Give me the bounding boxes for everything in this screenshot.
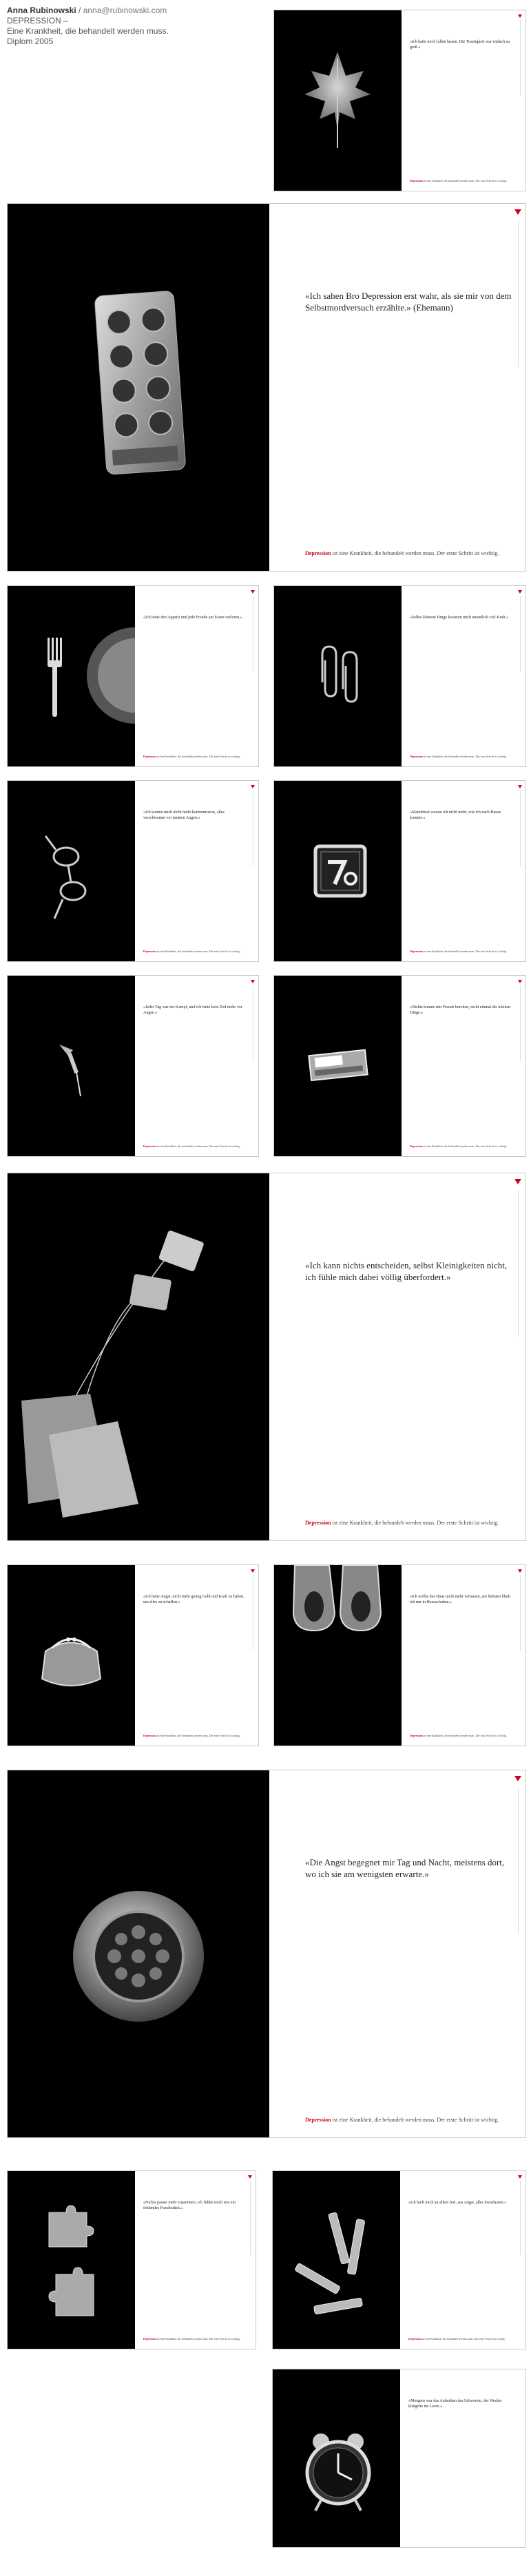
- photo-chocolate: [274, 976, 402, 1156]
- project-subtitle: Eine Krankheit, die behandelt werden muss.: [7, 26, 169, 36]
- quote-text: «Ich hatte Angst, nicht mehr genug Geld und Kraft zu haben, um alles zu schaffen.»: [143, 1595, 244, 1604]
- quote-text: «Selbst kleinste Dinge kosteten mich unendlich viel Kraft.»: [410, 616, 509, 620]
- photo-slippers: [274, 1565, 402, 1746]
- spread-teabags: [7, 1173, 526, 1541]
- photo-glasses: [8, 781, 135, 961]
- quote-text: «Morgens war das Aufstehen das Schwerste, der Wecker klingelte ins Leere.»: [408, 2399, 502, 2409]
- page-footer: Depression ist eine Krankheit, die behandelt werden muss. Der erste Schritt ist wichtig.: [143, 755, 240, 758]
- page-footer: Depression ist eine Krankheit, die behandelt werden muss. Der erste Schritt ist wichtig.: [143, 1144, 240, 1148]
- page-footer: Depression ist eine Krankheit, die behandelt werden muss. Der erste Schritt ist wichtig.: [143, 1734, 240, 1737]
- photo-alarm-clock: [273, 2369, 400, 2547]
- photo-purse: [8, 1565, 135, 1746]
- spread-pills: [7, 203, 526, 572]
- spread-leaf: [273, 10, 526, 191]
- photo-leaf: [274, 10, 402, 191]
- bookmark-marker: [518, 980, 522, 983]
- slippers-icon: [274, 1565, 402, 1746]
- puzzle-icon: [8, 2171, 135, 2349]
- spread-slippers: [273, 1564, 526, 1746]
- bookmark-marker: [518, 2175, 522, 2179]
- alarm-clock-icon: [273, 2369, 400, 2547]
- author-email[interactable]: anna@rubinowski.com: [83, 6, 167, 15]
- page-footer: Depression ist eine Krankheit, die behandelt werden muss. Der erste Schritt ist wichtig.: [410, 950, 507, 953]
- spread-fork: [7, 585, 259, 767]
- spread-paperclip: [273, 585, 526, 767]
- quote-text: «Ich kann nichts entscheiden, selbst Kleinigkeiten nicht, ich fühle mich dabei völlig überfordert.»: [305, 1260, 508, 1282]
- quote-text: «Manchmal wusste ich nicht mehr, wie ich nach Hause komme.»: [410, 810, 501, 820]
- portfolio-header: Anna Rubinowski / anna@rubinowski.com DEPRESSION – Eine Krankheit, die behandelt werden muss. Diplom 2005: [7, 6, 169, 46]
- bookmark-marker: [518, 14, 522, 18]
- photo-paperclip: [274, 586, 402, 766]
- dart-icon: [8, 976, 135, 1156]
- spread-chocolate: [273, 975, 526, 1157]
- page-footer: Depression ist eine Krankheit, die behandelt werden muss. Der erste Schritt ist wichtig.: [305, 2117, 499, 2123]
- page-footer: Depression ist eine Krankheit, die behandelt werden muss. Der erste Schritt ist wichtig.: [410, 1144, 507, 1148]
- quote-text: «Die Angst begegnet mir Tag und Nacht, meistens dort, wo ich sie am wenigsten erwarte.»: [305, 1857, 505, 1879]
- quote-text: «Ich hatte den Appetit und jede Freude am Essen verloren.»: [143, 616, 242, 620]
- page-footer: Depression ist eine Krankheit, die behandelt werden muss. Der erste Schritt ist wichtig.: [143, 950, 240, 953]
- bookmark-marker: [518, 1569, 522, 1573]
- page-footer: Depression ist eine Krankheit, die behandelt werden muss. Der erste Schritt ist wichtig.: [410, 755, 507, 758]
- fork-plate-icon: [8, 586, 135, 766]
- drain-icon: [8, 1770, 269, 2137]
- spread-clothespins: [272, 2170, 526, 2349]
- page-footer: Depression ist eine Krankheit, die behandelt werden muss. Der erste Schritt ist wichtig.: [408, 2337, 506, 2341]
- teabags-icon: [8, 1173, 269, 1540]
- page-footer: Depression ist eine Krankheit, die behandelt werden muss. Der erste Schritt ist wichtig.: [410, 179, 507, 182]
- photo-pills: [8, 204, 269, 571]
- photo-drain: [8, 1770, 269, 2137]
- quote-text: «Jeder Tag war ein Kampf, und ich hatte kein Ziel mehr vor Augen.»: [143, 1005, 242, 1015]
- spread-alarm-clock: [272, 2369, 526, 2548]
- photo-dart: [8, 976, 135, 1156]
- photo-teabags: [8, 1173, 269, 1540]
- clothespin-icon: [273, 2171, 400, 2349]
- bookmark-marker: [251, 980, 255, 983]
- quote-text: «Ich sahen Bro Depression erst wahr, als sie mir von dem Selbstmordversuch erzählte.» (Ehemann): [305, 291, 512, 313]
- house-number-icon: [274, 781, 402, 961]
- pill-blister-icon: [8, 204, 269, 571]
- purse-icon: [8, 1565, 135, 1746]
- spread-purse: [7, 1564, 259, 1746]
- leaf-icon: [274, 10, 402, 191]
- page-footer: Depression ist eine Krankheit, die behandelt werden muss. Der erste Schritt ist wichtig.: [305, 1520, 499, 1526]
- chocolate-bar-icon: [274, 976, 402, 1156]
- quote-text: «Ich hielt mich an allem fest, aus Angst, alles loszulassen.»: [408, 2201, 507, 2205]
- bookmark-marker: [518, 785, 522, 788]
- photo-fork: [8, 586, 135, 766]
- quote-text: «Nichts konnte mir Freude bereiten, nicht einmal die kleinen Dinge.»: [410, 1005, 511, 1015]
- page-footer: Depression ist eine Krankheit, die behandelt werden muss. Der erste Schritt ist wichtig.: [143, 2337, 240, 2341]
- bookmark-marker: [518, 590, 522, 594]
- bookmark-marker: [251, 1569, 255, 1573]
- quote-text: «Ich konnte mich nicht mehr konzentrieren, alles verschwamm vor meinen Augen.»: [143, 810, 225, 820]
- quote-text: «Nichts passte mehr zusammen, ich fühlte mich wie ein fehlendes Puzzlestück.»: [143, 2201, 236, 2210]
- diploma-label: Diplom 2005: [7, 36, 54, 46]
- page-footer: Depression ist eine Krankheit, die behandelt werden muss. Der erste Schritt ist wichtig.: [410, 1734, 507, 1737]
- spread-glasses: [7, 780, 259, 962]
- page-footer: Depression ist eine Krankheit, die behandelt werden muss. Der erste Schritt ist wichtig.: [305, 550, 499, 556]
- paperclip-icon: [274, 586, 402, 766]
- bookmark-marker: [514, 209, 521, 215]
- bookmark-marker: [514, 1776, 521, 1781]
- glasses-icon: [8, 781, 135, 961]
- bookmark-marker: [251, 590, 255, 594]
- author-name: Anna Rubinowski: [7, 6, 76, 15]
- spread-house-number: [273, 780, 526, 962]
- quote-text: «Ich hatte mich fallen lassen. Die Traurigkeit war einfach zu groß.»: [410, 40, 510, 50]
- photo-puzzle: [8, 2171, 135, 2349]
- quote-text: «Ich wollte das Haus nicht mehr verlassen, am liebsten blieb ich nur in Hausschuhen.»: [410, 1595, 510, 1604]
- photo-house-number: [274, 781, 402, 961]
- spread-puzzle: [7, 2170, 256, 2349]
- bookmark-marker: [251, 785, 255, 788]
- project-title: DEPRESSION –: [7, 16, 68, 25]
- photo-clothespins: [273, 2171, 400, 2349]
- spread-dart: [7, 975, 259, 1157]
- bookmark-marker: [514, 1179, 521, 1184]
- bookmark-marker: [248, 2175, 252, 2179]
- spread-drain: [7, 1770, 526, 2138]
